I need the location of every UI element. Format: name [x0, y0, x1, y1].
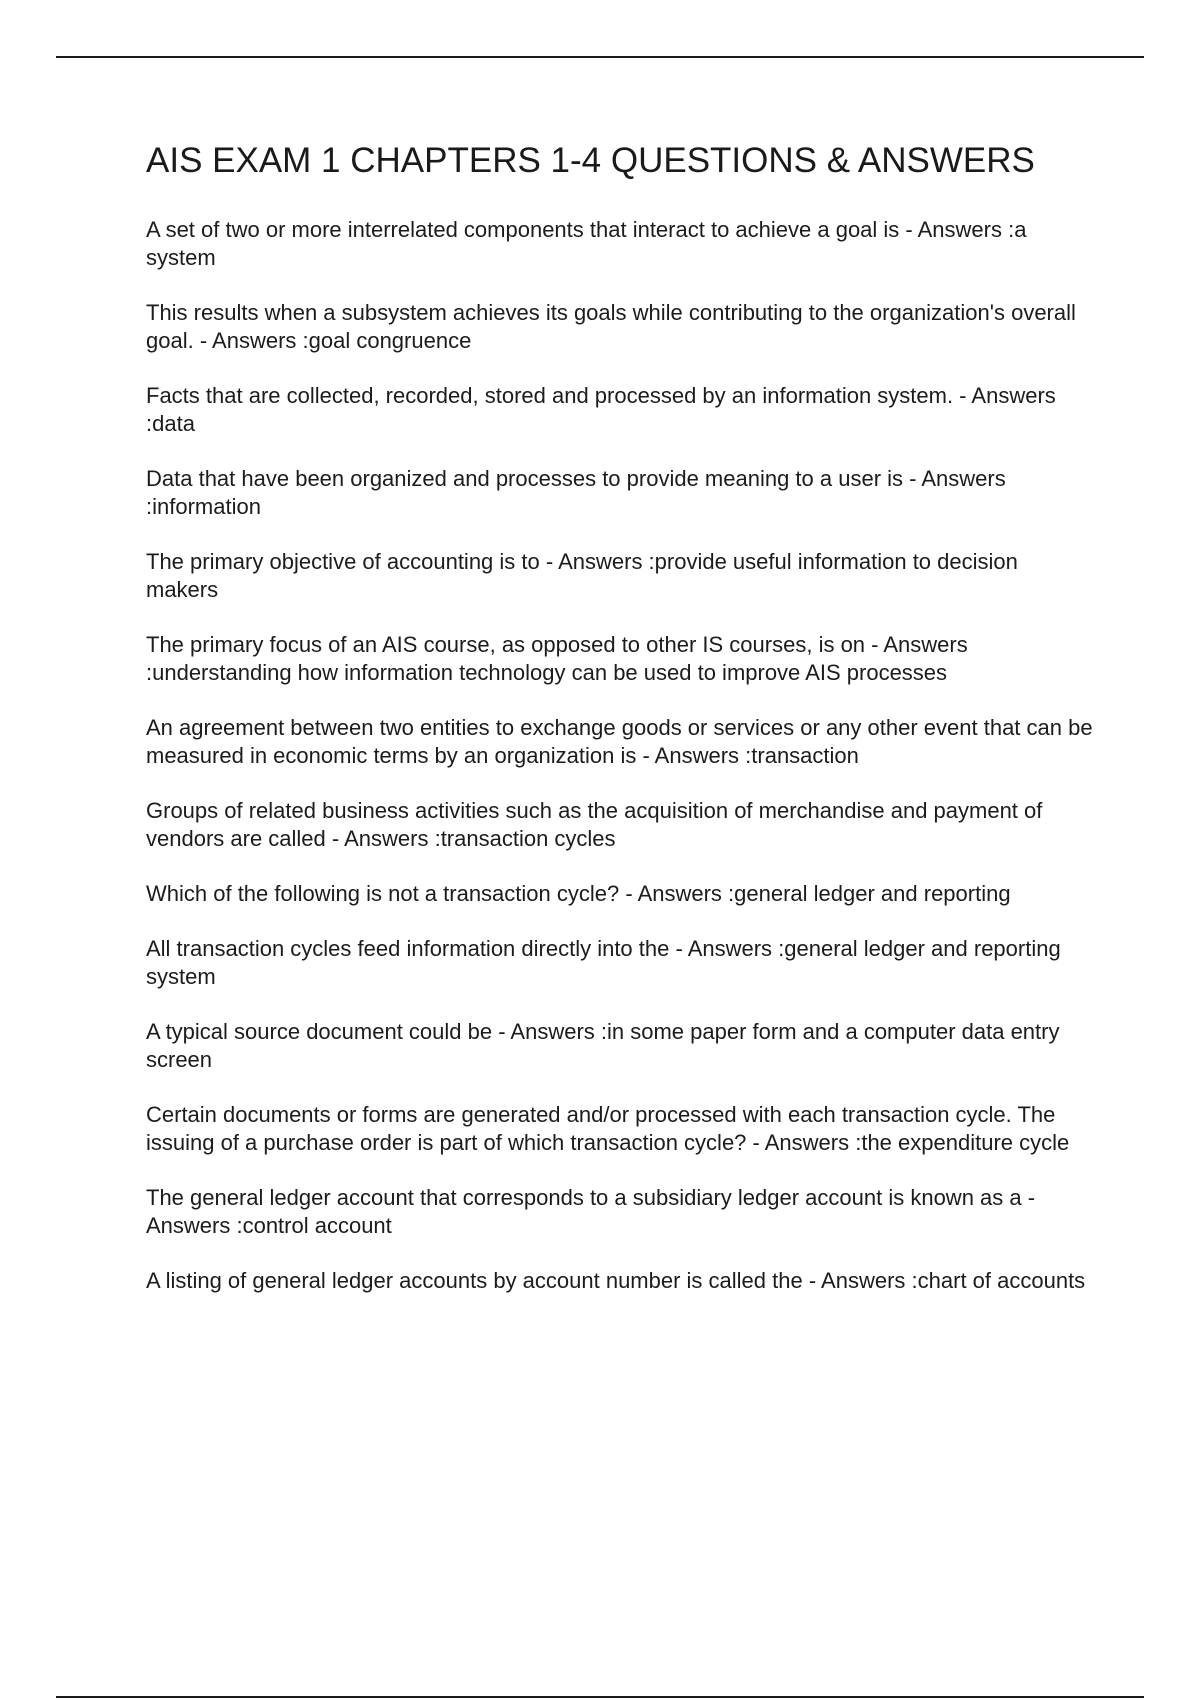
bottom-divider — [56, 1696, 1144, 1698]
document-body — [146, 140, 1096, 1322]
document-title: AIS EXAM 1 CHAPTERS 1-4 QUESTIONS & ANSWERS — [146, 141, 1035, 180]
qa-item: The primary focus of an AIS course, as opposed to other IS courses, is on - Answers :understanding how information technology can be used to improve AIS processes — [146, 632, 968, 685]
qa-item: A typical source document could be - Answers :in some paper form and a computer data entry screen — [146, 1019, 1060, 1072]
qa-item: Certain documents or forms are generated and/or processed with each transaction cycle. The issuing of a purchase order is part of which transaction cycle? - Answers :the expenditure cycle — [146, 1102, 1070, 1155]
qa-item: The general ledger account that corresponds to a subsidiary ledger account is known as a - Answers :control account — [146, 1185, 1036, 1238]
qa-item: Facts that are collected, recorded, stored and processed by an information system. - Answers :data — [146, 383, 1056, 436]
qa-item: All transaction cycles feed information directly into the - Answers :general ledger and reporting system — [146, 936, 1061, 989]
qa-item: A listing of general ledger accounts by account number is called the - Answers :chart of accounts — [146, 1268, 1086, 1293]
qa-item: A set of two or more interrelated components that interact to achieve a goal is - Answers :a system — [146, 217, 1027, 270]
qa-item: The primary objective of accounting is to - Answers :provide useful information to decision makers — [146, 549, 1018, 602]
qa-item: An agreement between two entities to exchange goods or services or any other event that can be measured in economic terms by an organization is - Answers :transaction — [146, 715, 1093, 768]
qa-item: This results when a subsystem achieves its goals while contributing to the organization's overall goal. - Answers :goal congruence — [146, 300, 1076, 353]
qa-item: Data that have been organized and processes to provide meaning to a user is - Answers :information — [146, 466, 1006, 519]
qa-list — [146, 216, 1096, 1295]
qa-item: Which of the following is not a transaction cycle? - Answers :general ledger and reporting — [146, 881, 1011, 906]
qa-item: Groups of related business activities such as the acquisition of merchandise and payment of vendors are called - Answers :transaction cycles — [146, 798, 1043, 851]
top-divider — [56, 56, 1144, 58]
